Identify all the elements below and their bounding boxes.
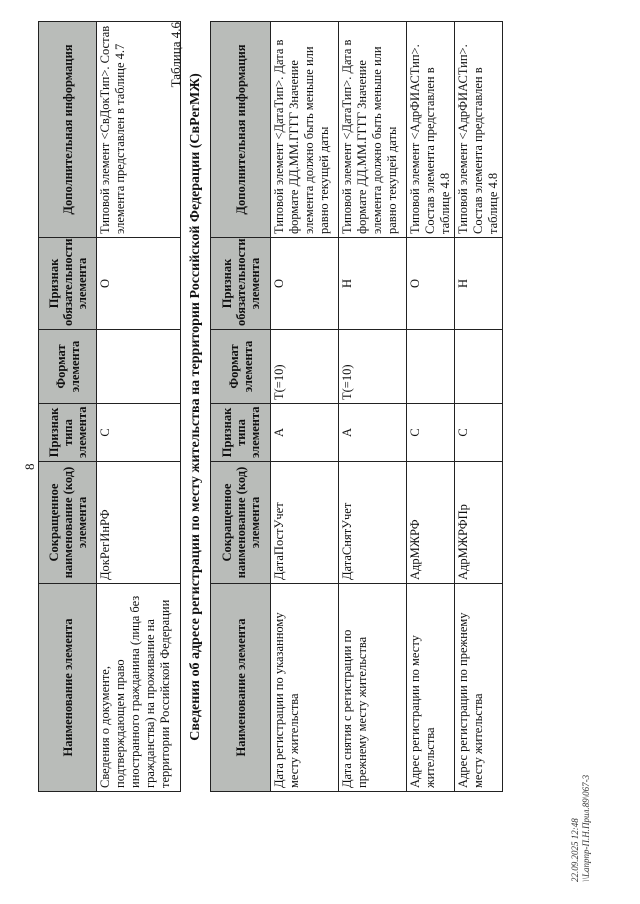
header-cell: Признак обязательности элемента xyxy=(211,238,271,330)
stamp-path: \\Lanpnp-П.Н.Прил.89\067-3 xyxy=(581,774,591,882)
header-cell: Признак типа элемента xyxy=(39,404,97,462)
cell-info: Типовой элемент <ДатаТип>. Дата в формате ДД.ММ.ГГГГ Значение элемента должно быть меньше или равно текущей даты xyxy=(271,22,339,238)
stamp-date: 22.09.2025 12:48 xyxy=(570,818,580,882)
header-cell: Наименование элемента xyxy=(211,584,271,792)
cell-code: ДокРегИнРФ xyxy=(97,462,181,584)
table-row xyxy=(97,22,181,792)
cell-format xyxy=(455,330,503,404)
cell-info: Типовой элемент <СвДокТип>. Состав элемента представлен в таблице 4.7 xyxy=(97,22,181,238)
cell-format: T(=10) xyxy=(339,330,407,404)
header-cell: Дополнительная информация xyxy=(39,22,97,238)
table-continuation xyxy=(38,21,181,792)
table-number: Таблица 4.6 xyxy=(168,22,183,88)
header-cell: Сокращенное наименование (код) элемента xyxy=(211,462,271,584)
cell-info: Типовой элемент <АдрФИАСТип>. Состав элемента представлен в таблице 4.8 xyxy=(455,22,503,238)
cell-code: АдрМЖРФПр xyxy=(455,462,503,584)
table-caption: Сведения об адресе регистрации по месту жительства на территории Российской Федерации (СвРегМЖ) xyxy=(188,73,203,741)
print-stamp xyxy=(570,775,592,882)
cell-code: АдрМЖРФ xyxy=(407,462,455,584)
cell-type: А xyxy=(339,404,407,462)
cell-info: Типовой элемент <ДатаТип>. Дата в формате ДД.ММ.ГГГГ Значение элемента должно быть меньше или равно текущей даты xyxy=(339,22,407,238)
cell-required: Н xyxy=(339,238,407,330)
cell-required: О xyxy=(271,238,339,330)
cell-name: Адрес регистрации по прежнему месту жительства xyxy=(455,584,503,792)
header-cell: Формат элемента xyxy=(39,330,97,404)
cell-info: Типовой элемент <АдрФИАСТип>. Состав элемента представлен в таблице 4.8 xyxy=(407,22,455,238)
cell-required: Н xyxy=(455,238,503,330)
cell-format xyxy=(97,330,181,404)
table1-header-row xyxy=(39,22,97,792)
header-cell: Признак обязательности элемента xyxy=(39,238,97,330)
cell-name: Дата регистрации по указанному месту жительства xyxy=(271,584,339,792)
table-row xyxy=(407,22,455,792)
cell-code: ДатаСнятУчет xyxy=(339,462,407,584)
cell-type: С xyxy=(455,404,503,462)
header-cell: Признак типа элемента xyxy=(211,404,271,462)
header-cell: Сокращенное наименование (код) элемента xyxy=(39,462,97,584)
cell-format: T(=10) xyxy=(271,330,339,404)
rotated-sheet xyxy=(20,22,620,882)
cell-type: С xyxy=(407,404,455,462)
cell-type: С xyxy=(97,404,181,462)
table-svregmzh xyxy=(210,21,503,792)
table-row xyxy=(455,22,503,792)
cell-name: Дата снятия с регистрации по прежнему месту жительства xyxy=(339,584,407,792)
page-number: 8 xyxy=(22,463,37,470)
header-cell: Дополнительная информация xyxy=(211,22,271,238)
cell-name: Адрес регистрации по месту жительства xyxy=(407,584,455,792)
header-cell: Формат элемента xyxy=(211,330,271,404)
table-row xyxy=(271,22,339,792)
cell-code: ДатаПостУчет xyxy=(271,462,339,584)
table-row xyxy=(339,22,407,792)
cell-format xyxy=(407,330,455,404)
cell-name: Сведения о документе, подтверждающем право иностранного гражданина (лица без гражданства) на проживание на территории Российской Федерации xyxy=(97,584,181,792)
header-cell: Наименование элемента xyxy=(39,584,97,792)
cell-required: О xyxy=(407,238,455,330)
table2-header-row xyxy=(211,22,271,792)
cell-type: А xyxy=(271,404,339,462)
cell-required: О xyxy=(97,238,181,330)
